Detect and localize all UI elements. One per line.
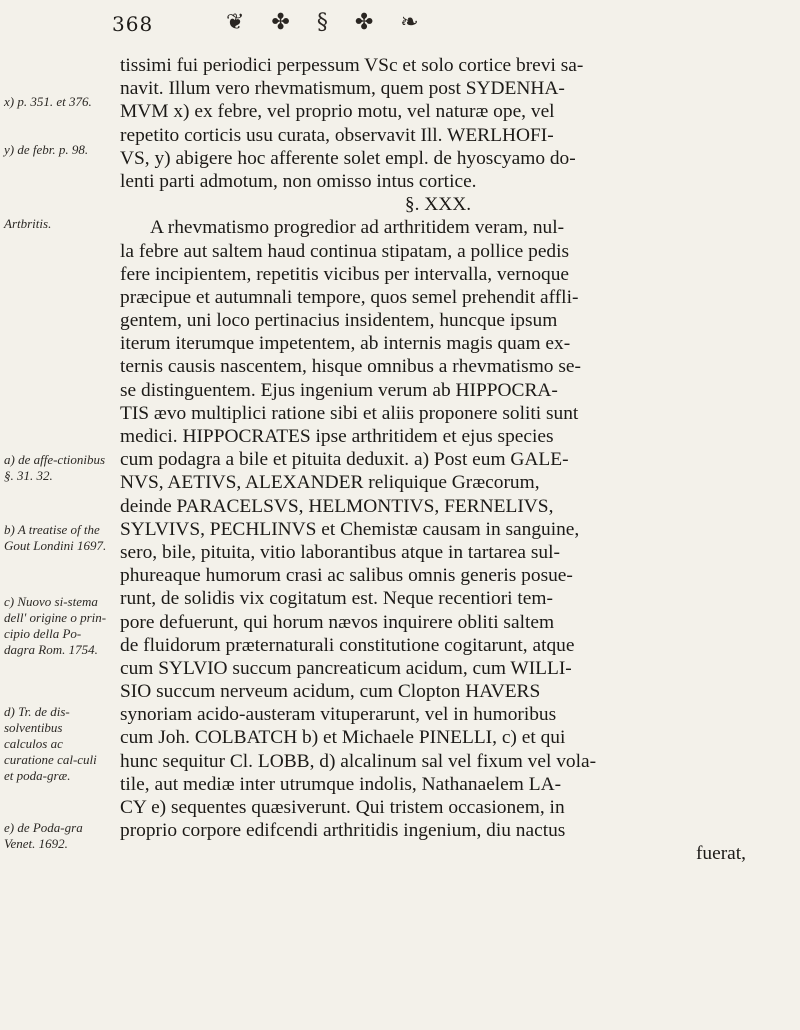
text-line: tile, aut mediæ inter utrumque indolis, Nathanaelem LA- <box>120 773 562 795</box>
catchword: fuerat, <box>695 843 746 865</box>
text-line: NVS, AETIVS, ALEXANDER reliquique Græcorum, <box>120 472 540 494</box>
text-line: deinde PARACELSVS, HELMONTIVS, FERNELIVS, <box>120 495 554 517</box>
text-line: cum podagra a bile et pituita deduxit. a) Post eum GALE- <box>120 449 569 471</box>
text-line: MVM x) ex febre, vel proprio motu, vel naturæ ope, vel <box>120 101 555 123</box>
text-line: navit. Illum vero rhevmatismum, quem post SYDENHA- <box>120 78 565 100</box>
text-line: CY e) sequentes quæsiverunt. Qui tristem occasionem, in <box>120 797 565 818</box>
margin-note-y: y) de febr. p. 98. <box>4 142 89 157</box>
text-line: se distinguentem. Ejus ingenium verum ab HIPPOCRA- <box>120 379 558 401</box>
page-number: 368 <box>112 12 154 36</box>
margin-note-b: b) A treatise of the Gout Londini 1697. <box>4 522 107 553</box>
margin-note-artbritis: Artbritis. <box>4 216 52 231</box>
text-line: gentem, uni loco pertinacius insidentem, huncque ipsum <box>120 310 558 332</box>
margin-note-e: e) de Poda-gra Venet. 1692. <box>4 820 83 851</box>
printer-ornament-icon: ❦ ✤ § ✤ ❧ <box>226 10 429 35</box>
text-line: A rhevmatismo progredior ad arthritidem veram, nul- <box>150 217 565 239</box>
section-heading: §. XXX. <box>404 194 472 216</box>
text-line: præcipue et autumnali tempore, quos semel prehendit affli- <box>120 286 579 308</box>
text-line: SIO succum nerveum acidum, cum Clopton HAVERS <box>120 681 541 703</box>
text-line: de fluidorum præternaturali constitutione cogitarunt, atque <box>120 634 575 656</box>
text-line: phureaque humorum crasi ac salibus omnis generis posue- <box>120 565 573 587</box>
text-line: runt, de solidis vix cogitatum est. Neque recentiori tem- <box>120 588 553 610</box>
page-header <box>0 12 800 42</box>
text-line: iterum iterumque impetentem, ab internis magis quam ex- <box>120 333 571 355</box>
margin-notes <box>0 0 112 1030</box>
text-line: sero, bile, pituita, vitio laborantibus atque in tartarea sul- <box>120 541 560 563</box>
margin-note-c: c) Nuovo si-stema dell' origine o prin-cipio della Po-dagra Rom. 1754. <box>4 594 107 657</box>
text-line: proprio corpore edifcendi arthritidis ingenium, diu nactus <box>120 820 566 842</box>
text-line: cum SYLVIO succum pancreaticum acidum, cum WILLI- <box>120 657 572 679</box>
margin-note-x: x) p. 351. et 376. <box>4 94 92 109</box>
text-line: hunc sequitur Cl. LOBB, d) alcalinum sal vel fixum vel vola- <box>120 750 597 772</box>
text-line: cum Joh. COLBATCH b) et Michaele PINELLI, c) et qui <box>120 727 566 749</box>
text-line: repetito corticis usu curata, observavit Ill. WERLHOFI- <box>120 124 554 146</box>
main-text <box>120 54 756 866</box>
text-line: TIS ævo multiplici ratione sibi et aliis proponere soliti sunt <box>120 402 579 424</box>
text-line: lenti parti admotum, non omisso intus cortice. <box>120 170 477 192</box>
text-line: pore defuerunt, qui horum nævos inquirere obliti saltem <box>120 611 555 633</box>
text-line: tissimi fui periodici perpessum VSc et solo cortice brevi sa- <box>120 55 584 76</box>
text-line: medici. HIPPOCRATES ipse arthritidem et ejus species <box>120 426 554 447</box>
margin-note-a: a) de affe-ctionibus §. 31. 32. <box>4 452 106 483</box>
text-line: ternis causis nascentem, hisque omnibus a rhevmatismo se- <box>120 356 581 378</box>
text-line: la febre aut saltem haud continua stipatam, a pollice pedis <box>120 240 570 262</box>
text-line: fere incipientem, repetitis vicibus per intervalla, vernoque <box>120 263 570 285</box>
text-line: VS, y) abigere hoc afferente solet empl. de hyoscyamo do- <box>120 147 576 169</box>
text-line: SYLVIVS, PECHLINVS et Chemistæ causam in sanguine, <box>120 518 580 540</box>
margin-note-d: d) Tr. de dis-solventibus calculos ac curatione cal-culi et poda-græ. <box>4 704 97 783</box>
text-line: synoriam acido-austeram vituperarunt, vel in humoribus <box>120 704 557 726</box>
